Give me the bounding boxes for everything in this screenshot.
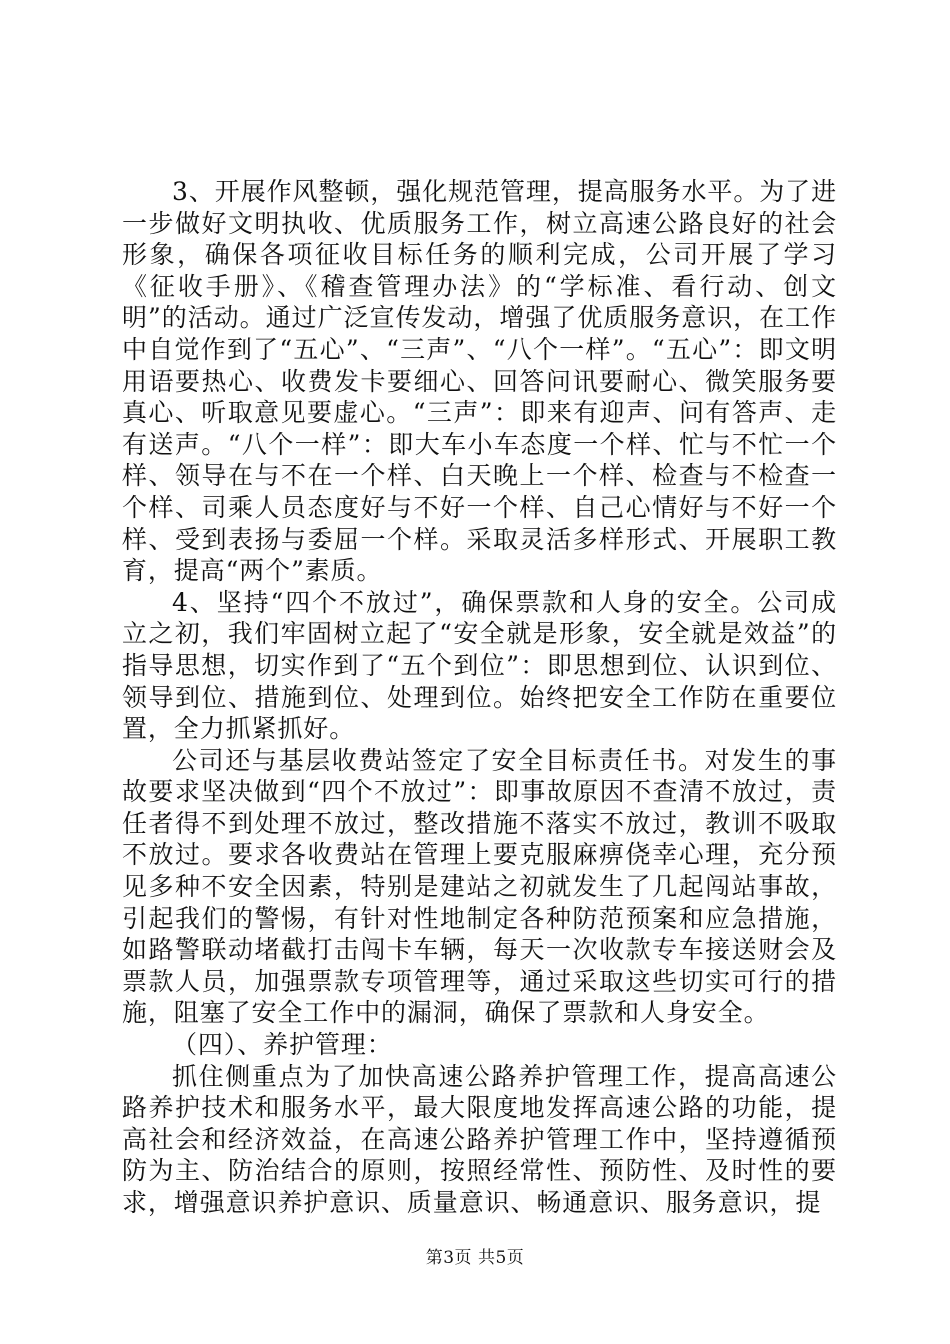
document-body	[122, 176, 837, 1219]
page-number-footer: 第3页 共5页	[425, 1248, 525, 1268]
paragraph-safety-four-no-pass: 4、坚持“四个不放过”，确保票款和人身的安全。公司成立之初，我们牢固树立起了“安全就是形象，安全就是效益”的指导思想，切实作到了“五个到位”：即思想到位、认识到位、领导到位、措施到位、处理到位。始终把安全工作防在重要位置，全力抓紧抓好。	[122, 587, 837, 744]
paragraph-safety-responsibility: 公司还与基层收费站签定了安全目标责任书。对发生的事故要求坚决做到“四个不放过”：即事故原因不查清不放过，责任者得不到处理不放过，整改措施不落实不放过，教训不吸取不放过。要求各收费站在管理上要克服麻痹侥幸心理，充分预见多种不安全因素，特别是建站之初就发生了几起闯站事故，引起我们的警惕，有针对性地制定各种防范预案和应急措施，如路警联动堵截打击闯卡车辆，每天一次收款专车接送财会及票款人员，加强票款专项管理等，通过采取这些切实可行的措施，阻塞了安全工作中的漏洞，确保了票款和人身安全。	[122, 745, 837, 1028]
paragraph-service-rectification: 3、开展作风整顿，强化规范管理，提高服务水平。为了进一步做好文明执收、优质服务工作，树立高速公路良好的社会形象，确保各项征收目标任务的顺利完成，公司开展了学习《征收手册》、《稽查管理办法》的“学标准、看行动、创文明”的活动。通过广泛宣传发动，增强了优质服务意识，在工作中自觉作到了“五心”、“三声”、“八个一样”。“五心”：即文明用语要热心、收费发卡要细心、回答问讯要耐心、微笑服务要真心、听取意见要虚心。“三声”：即来有迎声、问有答声、走有送声。“八个一样”：即大车小车态度一个样、忙与不忙一个样、领导在与不在一个样、白天晚上一个样、检查与不检查一个样、司乘人员态度好与不好一个样、自己心情好与不好一个样、受到表扬与委屈一个样。采取灵活多样形式、开展职工教育，提高“两个”素质。	[122, 177, 837, 586]
section-heading-maintenance: （四）、养护管理：	[172, 1030, 393, 1060]
paragraph-maintenance-management: 抓住侧重点为了加快高速公路养护管理工作，提高高速公路养护技术和服务水平，最大限度地发挥高速公路的功能，提高社会和经济效益，在高速公路养护管理工作中，坚持遵循预防为主、防治结合的原则，按照经常性、预防性、及时性的要求，增强意识养护意识、质量意识、畅通意识、服务意识，提	[122, 1061, 837, 1217]
